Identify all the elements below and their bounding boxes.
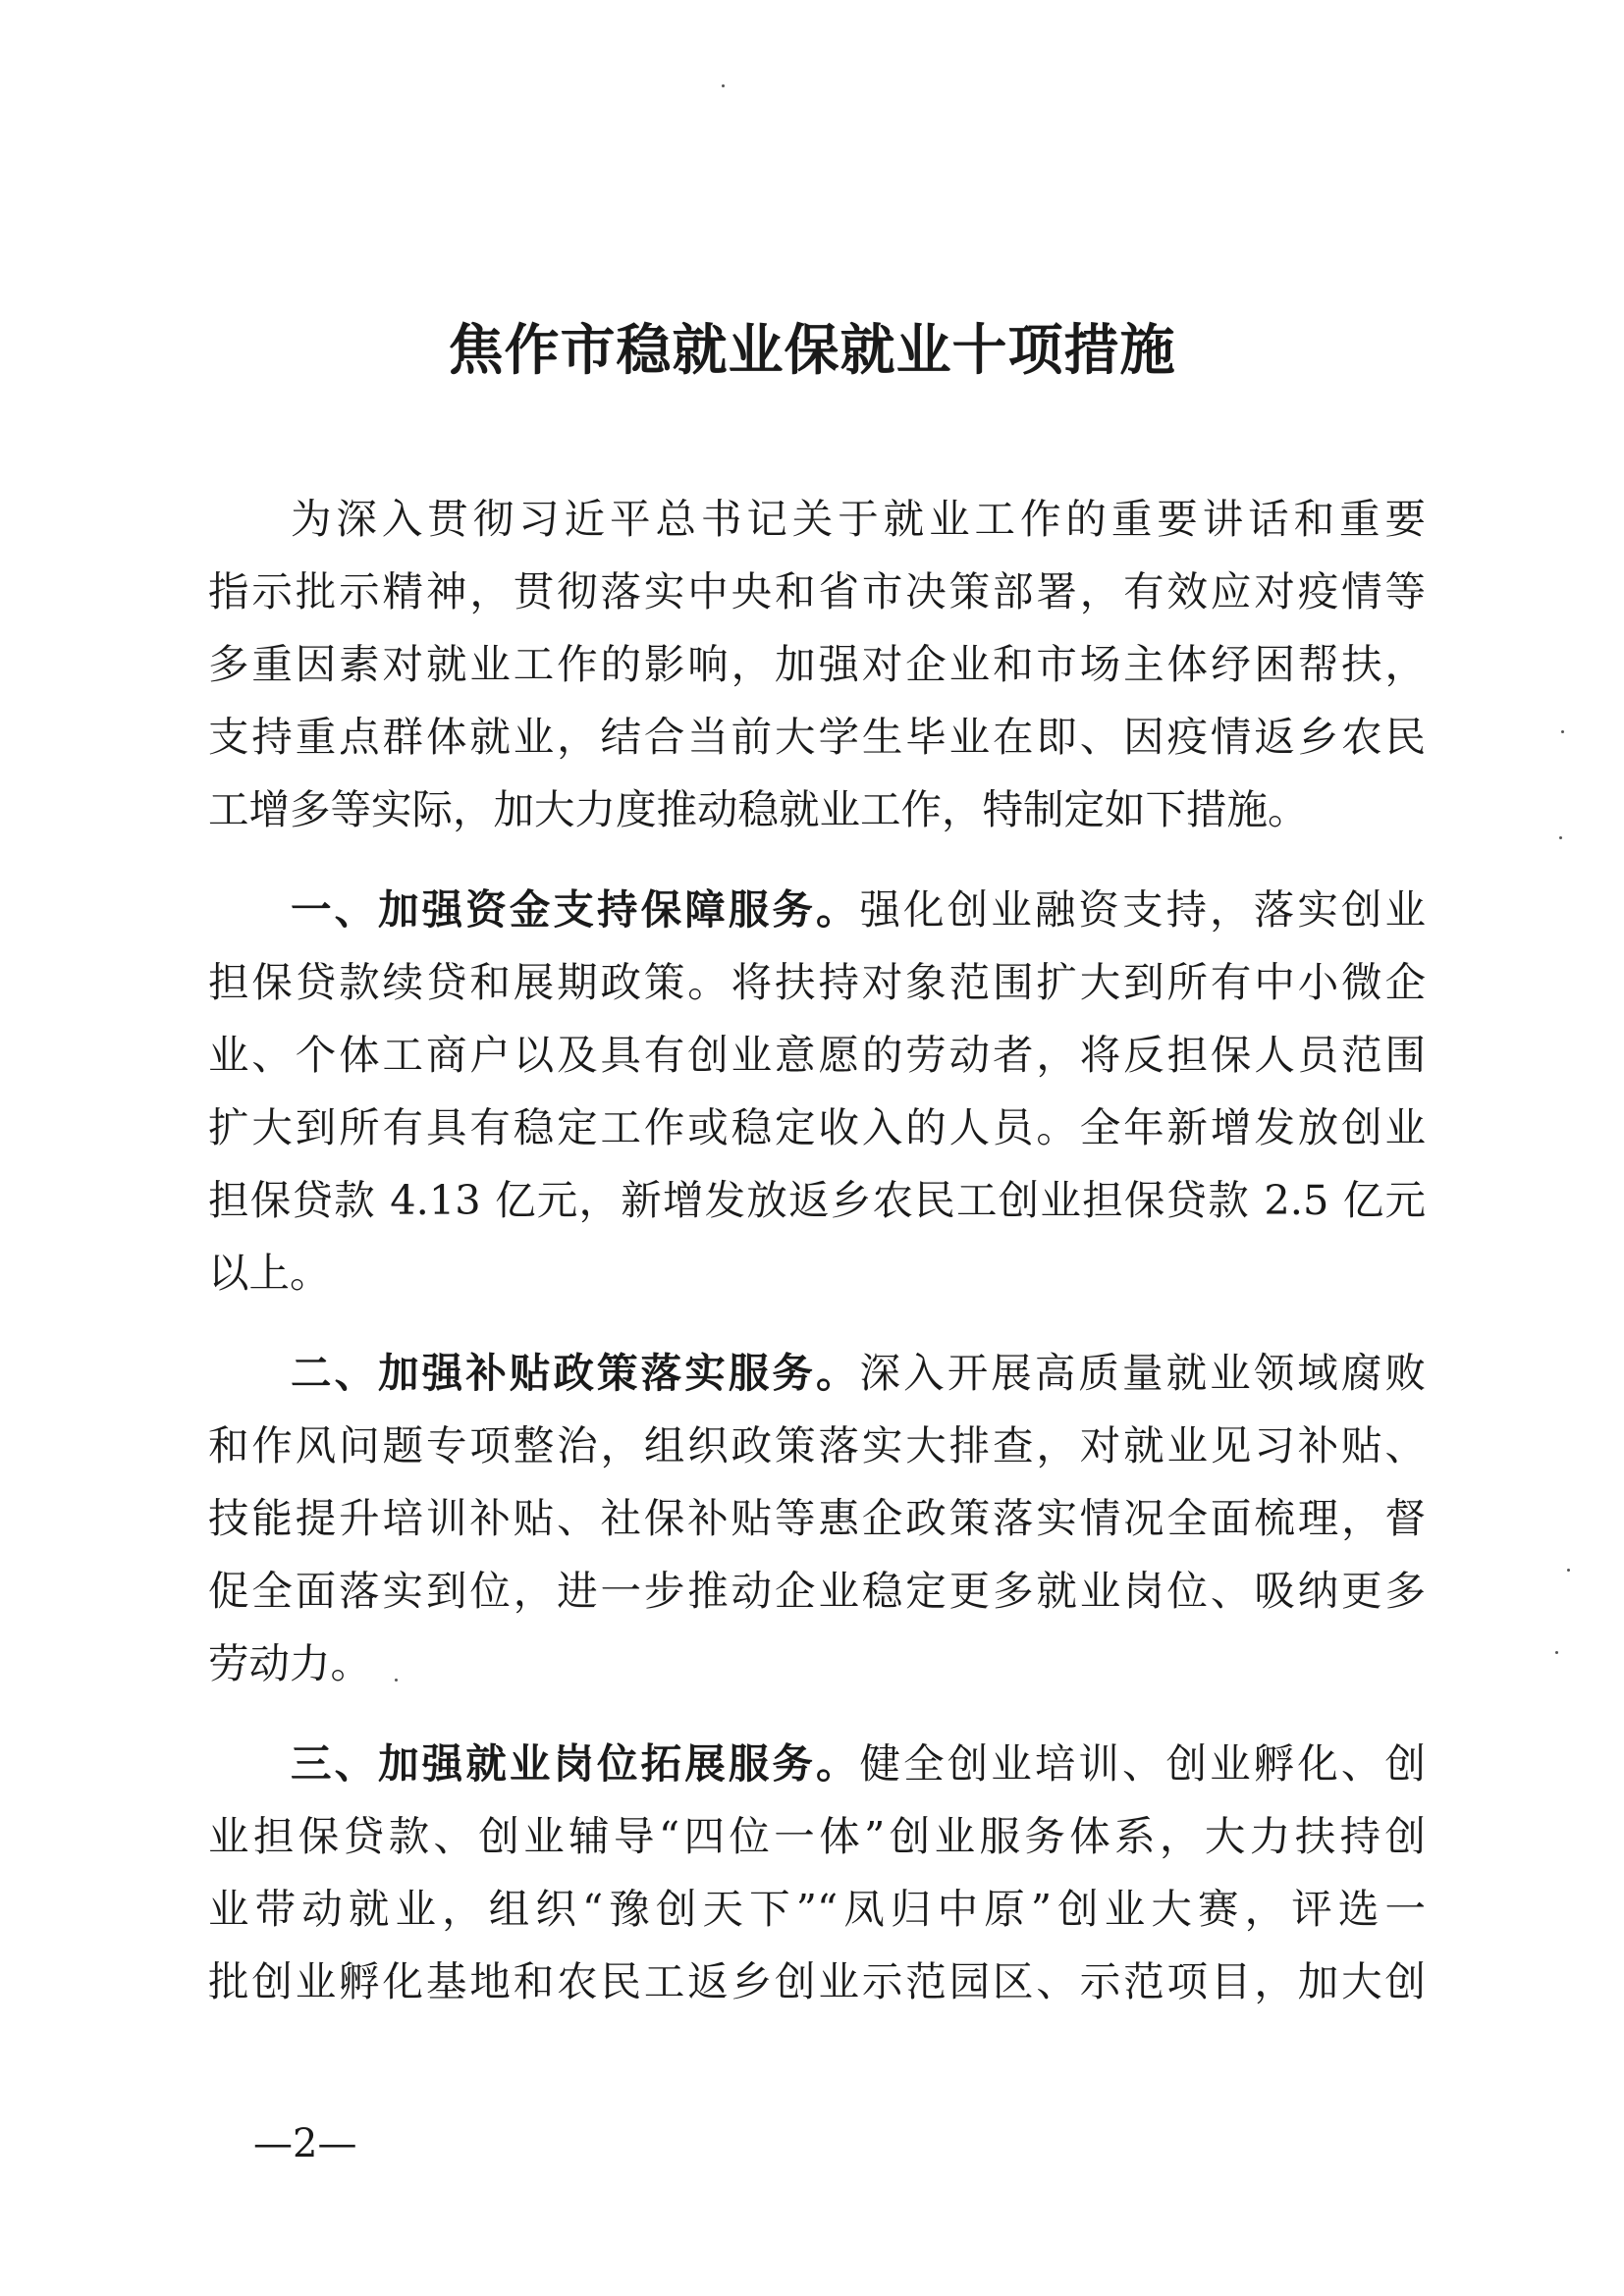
section-2-line: 促全面落实到位，进一步推动企业稳定更多就业岗位、吸纳更多 xyxy=(208,1567,1426,1615)
intro-line: 指示批示精神，贯彻落实中央和省市决策部署，有效应对疫情等 xyxy=(208,567,1426,615)
section-1-line: 担保贷款续贷和展期政策。将扶持对象范围扩大到所有中小微企 xyxy=(208,958,1426,1006)
section-2-first-line xyxy=(291,1337,1426,1410)
section-3-line: 业担保贷款、创业辅导“四位一体”创业服务体系，大力扶持创 xyxy=(208,1812,1426,1860)
scan-speck xyxy=(722,84,725,87)
page-number: —2— xyxy=(253,2121,357,2166)
section-1-heading: 一、加强资金支持保障服务。 xyxy=(291,885,860,934)
scan-speck xyxy=(395,1679,398,1682)
section-3-heading: 三、加强就业岗位拓展服务。 xyxy=(291,1739,860,1788)
section-3-line: 批创业孵化基地和农民工返乡创业示范园区、示范项目，加大创 xyxy=(208,1957,1426,2005)
section-1-line: 以上。 xyxy=(208,1249,331,1297)
section-3-text: 健全创业培训、创业孵化、创 xyxy=(859,1739,1426,1788)
section-3-first-line xyxy=(291,1728,1426,1800)
section-1-first-line xyxy=(291,874,1426,946)
document-title: 焦作市稳就业保就业十项措施 xyxy=(448,319,1176,383)
scan-speck xyxy=(1555,1651,1558,1654)
section-1-line: 扩大到所有具有稳定工作或稳定收入的人员。全年新增发放创业 xyxy=(208,1103,1426,1151)
section-2-line: 技能提升培训补贴、社保补贴等惠企政策落实情况全面梳理，督 xyxy=(208,1494,1426,1542)
intro-line: 工增多等实际，加大力度推动稳就业工作，特制定如下措施。 xyxy=(208,785,1309,833)
scan-speck xyxy=(1561,730,1564,733)
section-1-text: 强化创业融资支持，落实创业 xyxy=(859,885,1426,934)
intro-line: 为深入贯彻习近平总书记关于就业工作的重要讲话和重要 xyxy=(291,495,1426,543)
section-2-heading: 二、加强补贴政策落实服务。 xyxy=(291,1349,860,1397)
intro-line: 多重因素对就业工作的影响，加强对企业和市场主体纾困帮扶， xyxy=(208,640,1426,688)
intro-line: 支持重点群体就业，结合当前大学生毕业在即、因疫情返乡农民 xyxy=(208,713,1426,761)
scan-speck xyxy=(1559,836,1562,839)
section-1-line: 担保贷款 4.13 亿元，新增发放返乡农民工创业担保贷款 2.5 亿元 xyxy=(208,1176,1426,1224)
section-3-line: 业带动就业，组织“豫创天下”“凤归中原”创业大赛，评选一 xyxy=(208,1885,1426,1933)
section-2-line: 劳动力。 xyxy=(208,1639,372,1687)
section-1-line: 业、个体工商户以及具有创业意愿的劳动者，将反担保人员范围 xyxy=(208,1031,1426,1079)
scan-speck xyxy=(1567,1569,1570,1572)
section-2-line: 和作风问题专项整治，组织政策落实大排查，对就业见习补贴、 xyxy=(208,1421,1426,1469)
section-2-text: 深入开展高质量就业领域腐败 xyxy=(859,1349,1426,1397)
